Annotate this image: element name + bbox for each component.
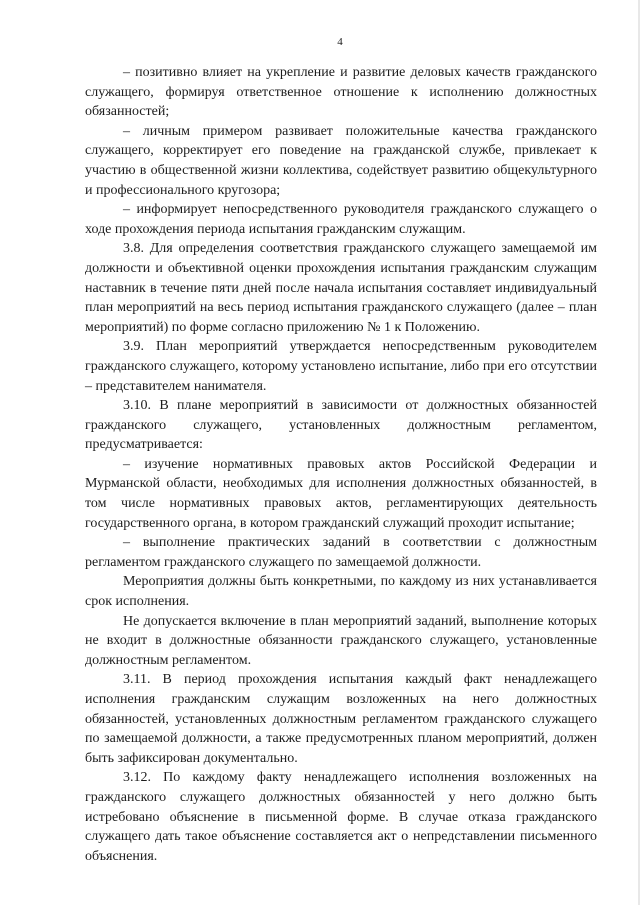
paragraph-3: – информирует непосредственного руководителя гражданского служащего о ходе прохождения периода испытания гражданским служащим. [85,202,597,237]
document-body [85,63,597,866]
paragraph-2: – личным примером развивает положительные качества гражданского служащего, корректирует его поведение на гражданской службе, привлекает к участию в общественной жизни коллектива, содействует развитию общекультурного и профессионального кругозора; [85,123,597,198]
paragraph-events: Мероприятия должны быть конкретными, по каждому из них устанавливается срок исполнения. [85,574,597,610]
paragraph-list-2: – выполнение практических заданий в соответствии с должностным регламентом гражданского служащего по замещаемой должности. [85,535,597,570]
paragraph-3-10: 3.10. В плане мероприятий в зависимости от должностных обязанностей гражданского служащего, установленных должностным регламентом, предусматривается: [85,398,597,453]
paragraph-not-allowed: Не допускается включение в план мероприятий заданий, выполнение которых не входит в должностные обязанности гражданского служащего, установленные должностным регламентом. [85,613,597,668]
paragraph-1: – позитивно влияет на укрепление и развитие деловых качеств гражданского служащего, формируя ответственное отношение к исполнению должностных обязанностей; [85,65,597,120]
page-number: 4 [337,36,343,48]
paragraph-3-8: 3.8. Для определения соответствия гражданского служащего замещаемой им должности и объективной оценки прохождения испытания гражданским служащим наставник в течение пяти дней после начала испытания составляет индивидуальный план мероприятий на весь период испытания гражданского служащего (далее – план мероприятий) по форме согласно приложению № 1 к Положению. [85,241,597,335]
paragraph-3-9: 3.9. План мероприятий утверждается непосредственным руководителем гражданского служащего, которому установлено испытание, либо при его отсутствии – представителем нанимателя. [85,339,597,394]
paragraph-3-11: 3.11. В период прохождения испытания каждый факт ненадлежащего исполнения гражданским служащим возложенных на него должностных обязанностей, установленных должностным регламентом гражданского служащего по замещаемой должности, а также предусмотренных планом мероприятий, должен быть зафиксирован документально. [85,672,597,766]
paragraph-3-12: 3.12. По каждому факту ненадлежащего исполнения возложенных на гражданского служащего должностных обязанностей у него должно быть истребовано объяснение в письменной форме. В случае отказа гражданского служащего дать такое объяснение составляется акт о непредставлении письменного объяснения. [85,770,597,864]
paragraph-list-1: – изучение нормативных правовых актов Российской Федерации и Мурманской области, необходимых для исполнения должностных обязанностей, в том числе нормативных правовых актов, регламентирующих деятельность государственного органа, в котором гражданский служащий проходит испытание; [85,456,597,531]
